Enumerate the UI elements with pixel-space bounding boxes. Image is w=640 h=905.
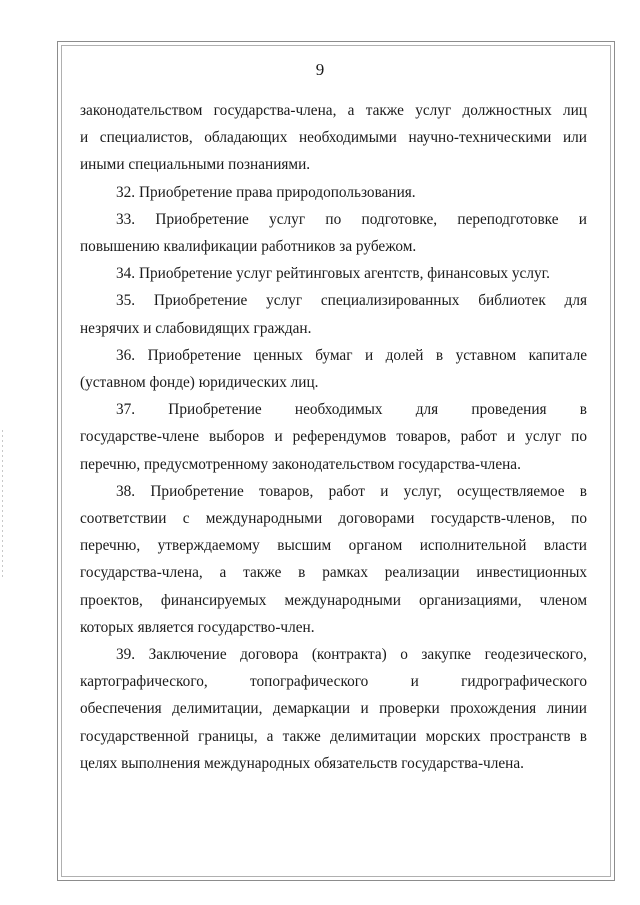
text-line: 37. Приобретение необходимых для проведения в bbox=[116, 401, 587, 419]
text-line: иными специальными познаниями. bbox=[80, 156, 311, 174]
text-line: незрячих и слабовидящих граждан. bbox=[80, 319, 312, 337]
page-number: 9 bbox=[315, 60, 325, 79]
paragraph-item-35 bbox=[80, 287, 587, 341]
text-line: 36. Приобретение ценных бумаг и долей в уставном капитале bbox=[116, 346, 587, 364]
document-body bbox=[80, 97, 587, 777]
text-line: 35. Приобретение услуг специализированных библиотек для bbox=[116, 292, 587, 310]
text-line: 34. Приобретение услуг рейтинговых агентств, финансовых услуг. bbox=[116, 265, 550, 283]
text-line: соответствии с международными договорами государств-членов, по bbox=[80, 510, 587, 528]
text-line: государственной границы, а также делимитации морских пространств в bbox=[80, 727, 587, 745]
paragraph-item-39 bbox=[80, 641, 587, 777]
paragraph-continuation bbox=[80, 97, 587, 179]
paragraph-item-32 bbox=[80, 179, 587, 206]
paragraph-item-38 bbox=[80, 478, 587, 641]
text-line: проектов, финансируемых международными организациями, членом bbox=[80, 591, 587, 609]
text-line: 32. Приобретение права природопользования. bbox=[116, 183, 416, 201]
text-line: обеспечения делимитации, демаркации и проверки прохождения линии bbox=[80, 700, 587, 718]
text-line: законодательством государства-члена, а также услуг должностных лиц bbox=[80, 102, 587, 119]
paragraph-item-37 bbox=[80, 396, 587, 478]
scan-edge-mark bbox=[2, 430, 3, 580]
paragraph-item-36 bbox=[80, 342, 587, 396]
text-line: 39. Заключение договора (контракта) о закупке геодезического, bbox=[116, 646, 587, 664]
text-line: повышению квалификации работников за рубежом. bbox=[80, 238, 417, 256]
text-line: перечню, утверждаемому высшим органом исполнительной власти bbox=[80, 537, 587, 555]
text-line: 38. Приобретение товаров, работ и услуг, осуществляемое в bbox=[116, 482, 587, 500]
text-line: 33. Приобретение услуг по подготовке, переподготовке и bbox=[116, 210, 587, 228]
paragraph-item-33 bbox=[80, 206, 587, 260]
paragraph-item-34 bbox=[80, 260, 587, 287]
text-line: (уставном фонде) юридических лиц. bbox=[80, 374, 319, 392]
text-line: целях выполнения международных обязательств государства-члена. bbox=[80, 754, 524, 772]
text-line: государства-члена, а также в рамках реализации инвестиционных bbox=[80, 564, 587, 582]
text-line: картографического, топографического и гидрографического bbox=[80, 673, 587, 691]
text-line: и специалистов, обладающих необходимыми научно-техническими или bbox=[80, 129, 587, 147]
text-line: которых является государство-член. bbox=[80, 618, 315, 636]
text-line: перечню, предусмотренному законодательством государства-члена. bbox=[80, 455, 521, 473]
text-line: государстве-члене выборов и референдумов товаров, работ и услуг по bbox=[80, 428, 587, 446]
